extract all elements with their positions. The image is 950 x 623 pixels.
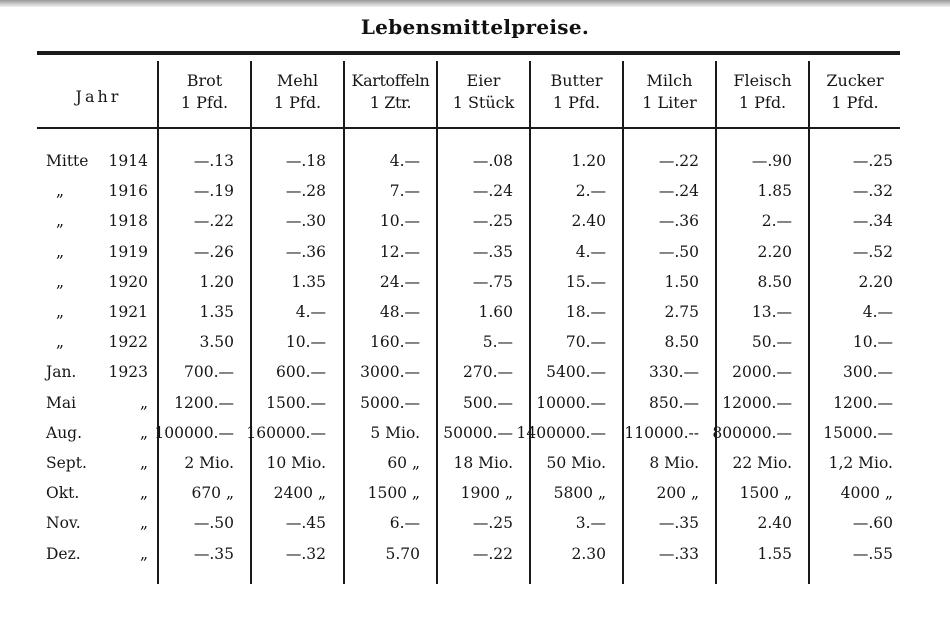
price-cell: 4.— <box>389 152 420 170</box>
price-cell: 2.— <box>761 212 792 231</box>
table-top-rule <box>37 51 900 55</box>
table-row <box>0 267 950 297</box>
price-cell: —.25 <box>472 514 513 533</box>
row-period-label: Sept. <box>46 454 87 472</box>
price-cell: —.30 <box>285 212 326 231</box>
row-year: 1923 <box>108 363 148 382</box>
column-header-unit: 1 Pfd. <box>738 93 787 112</box>
price-cell: 1.85 <box>757 182 792 201</box>
price-cell: —.50 <box>658 242 699 261</box>
price-cell: —.18 <box>285 152 326 170</box>
price-cell: —.22 <box>658 152 699 170</box>
price-cell: 10 Mio. <box>266 454 326 472</box>
price-cell: 50000.— <box>443 423 513 442</box>
row-period-label: Mai <box>46 393 77 412</box>
price-cell: 330.— <box>648 363 699 382</box>
price-cell: 1500 „ <box>367 484 420 503</box>
price-cell: 10.— <box>285 333 326 352</box>
price-cell: 1,2 Mio. <box>828 454 893 472</box>
table-row <box>0 297 950 327</box>
row-year: „ <box>139 454 148 472</box>
price-cell: —.55 <box>852 544 893 563</box>
price-cell: 1.35 <box>199 303 234 321</box>
price-cell: —.60 <box>852 514 893 533</box>
price-cell: 15.— <box>565 272 606 291</box>
table-row <box>0 206 950 236</box>
price-cell: 7.— <box>389 182 420 201</box>
column-header-jahr <box>40 86 157 136</box>
column-header-milch <box>624 70 715 120</box>
price-cell: 3.50 <box>199 333 234 352</box>
price-cell: 1.60 <box>478 303 513 321</box>
row-period-label: Aug. <box>46 423 83 442</box>
column-header-eier <box>438 70 529 120</box>
row-year: „ <box>139 514 148 533</box>
column-header-label: Jahr <box>75 87 122 106</box>
price-cell: 160.— <box>369 333 420 352</box>
page-title: Lebensmittelpreise. <box>360 15 590 39</box>
table-row <box>0 448 950 478</box>
price-cell: 8.50 <box>664 333 699 352</box>
price-cell: 2.40 <box>757 514 792 533</box>
price-cell: —.32 <box>852 182 893 201</box>
price-cell: —.33 <box>658 544 699 563</box>
price-cell: —.19 <box>193 182 234 201</box>
price-cell: 5.70 <box>385 544 420 563</box>
column-header-unit: 1 Pfd. <box>180 93 229 112</box>
table-row <box>0 388 950 418</box>
table-row <box>0 508 950 538</box>
row-year: „ <box>139 423 148 442</box>
column-header-fleisch <box>717 70 808 120</box>
price-cell: 1200.— <box>174 393 234 412</box>
row-year: „ <box>139 393 148 412</box>
price-cell: —.08 <box>472 152 513 170</box>
price-cell: 600.— <box>275 363 326 382</box>
table-row <box>0 357 950 387</box>
price-cell: 1.35 <box>291 272 326 291</box>
row-period-label: „ <box>56 303 65 321</box>
price-cell: 1.20 <box>571 152 606 170</box>
column-header-label: Milch <box>646 71 693 90</box>
price-cell: 2 Mio. <box>184 454 234 472</box>
price-cell: —.34 <box>852 212 893 231</box>
column-header-zucker <box>810 70 900 120</box>
price-cell: 2.20 <box>757 242 792 261</box>
price-cell: 2000.— <box>732 363 792 382</box>
price-cell: 2.40 <box>571 212 606 231</box>
row-period-label: „ <box>56 272 65 291</box>
price-cell: 200 „ <box>656 484 699 503</box>
column-header-label: Zucker <box>826 71 884 90</box>
row-year: „ <box>139 484 148 503</box>
row-period-label: „ <box>56 242 65 261</box>
column-header-label: Kartoffeln <box>351 71 430 90</box>
price-cell: 1200.— <box>833 393 893 412</box>
row-year: „ <box>139 544 148 563</box>
price-cell: 10000.— <box>536 393 606 412</box>
price-cell: 1.55 <box>757 544 792 563</box>
price-cell: 4.— <box>575 242 606 261</box>
price-cell: —.22 <box>193 212 234 231</box>
price-cell: 100000.— <box>154 423 234 442</box>
price-cell: 670 „ <box>191 484 234 503</box>
column-header-kartoffeln <box>345 70 436 120</box>
price-cell: —.26 <box>193 242 234 261</box>
row-period-label: „ <box>56 333 65 352</box>
price-cell: 5800 „ <box>553 484 606 503</box>
column-header-label: Mehl <box>276 71 319 90</box>
price-cell: 2.20 <box>858 272 893 291</box>
price-cell: 48.— <box>379 303 420 321</box>
price-cell: 24.— <box>379 272 420 291</box>
row-year: 1919 <box>108 242 148 261</box>
price-cell: 2.— <box>575 182 606 201</box>
price-cell: 1900 „ <box>460 484 513 503</box>
table-row <box>0 146 950 176</box>
row-period-label: „ <box>56 212 65 231</box>
price-cell: 110000.-- <box>624 423 699 442</box>
price-cell: 8 Mio. <box>649 454 699 472</box>
scan-edge-shadow <box>0 0 950 7</box>
price-cell: —.25 <box>852 152 893 170</box>
price-cell: 1500.— <box>266 393 326 412</box>
price-cell: —.24 <box>472 182 513 201</box>
price-cell: 4.— <box>295 303 326 321</box>
price-cell: —.22 <box>472 544 513 563</box>
price-cell: 1400000.— <box>516 423 606 442</box>
price-cell: —.35 <box>658 514 699 533</box>
price-cell: —.35 <box>472 242 513 261</box>
price-cell: 4.— <box>862 303 893 321</box>
price-cell: 15000.— <box>823 423 893 442</box>
price-cell: 10.— <box>852 333 893 352</box>
row-year: 1921 <box>108 303 148 321</box>
price-cell: —.45 <box>285 514 326 533</box>
row-period-label: „ <box>56 182 65 201</box>
column-header-label: Fleisch <box>733 71 792 90</box>
column-header-label: Butter <box>550 71 603 90</box>
price-cell: 70.— <box>565 333 606 352</box>
price-cell: —.24 <box>658 182 699 201</box>
row-period-label: Dez. <box>46 544 81 563</box>
price-cell: 18 Mio. <box>453 454 513 472</box>
price-cell: —.36 <box>285 242 326 261</box>
price-cell: 12.— <box>379 242 420 261</box>
price-cell: 5 Mio. <box>370 423 420 442</box>
price-cell: 60 „ <box>387 454 420 472</box>
price-cell: 4000 „ <box>840 484 893 503</box>
row-period-label: Okt. <box>46 484 80 503</box>
column-header-unit: 1 Pfd. <box>273 93 322 112</box>
price-cell: 6.— <box>389 514 420 533</box>
price-cell: —.32 <box>285 544 326 563</box>
price-cell: —.13 <box>193 152 234 170</box>
price-cell: 2400 „ <box>273 484 326 503</box>
row-year: 1920 <box>108 272 148 291</box>
price-cell: 800000.— <box>712 423 792 442</box>
price-cell: 1500 „ <box>739 484 792 503</box>
column-header-unit: 1 Ztr. <box>369 93 412 112</box>
price-cell: —.90 <box>751 152 792 170</box>
price-cell: 5400.— <box>546 363 606 382</box>
price-cell: 1.20 <box>199 272 234 291</box>
price-cell: 5.— <box>482 333 513 352</box>
price-cell: 2.75 <box>664 303 699 321</box>
price-cell: —.35 <box>193 544 234 563</box>
price-cell: 50.— <box>751 333 792 352</box>
price-cell: 270.— <box>462 363 513 382</box>
price-cell: —.50 <box>193 514 234 533</box>
price-cell: 3000.— <box>360 363 420 382</box>
price-cell: —.52 <box>852 242 893 261</box>
price-cell: 1.50 <box>664 272 699 291</box>
price-cell: —.75 <box>472 272 513 291</box>
price-cell: 300.— <box>842 363 893 382</box>
column-header-label: Eier <box>466 71 501 90</box>
row-year: 1922 <box>108 333 148 352</box>
table-row <box>0 176 950 206</box>
row-period-label: Jan. <box>46 363 77 382</box>
table-row <box>0 478 950 508</box>
column-header-mehl <box>252 70 343 120</box>
price-cell: 22 Mio. <box>732 454 792 472</box>
price-cell: 3.— <box>575 514 606 533</box>
column-header-unit: 1 Pfd. <box>552 93 601 112</box>
price-cell: 850.— <box>648 393 699 412</box>
price-cell: —.25 <box>472 212 513 231</box>
table-row <box>0 237 950 267</box>
column-header-brot <box>159 70 250 120</box>
price-cell: 12000.— <box>722 393 792 412</box>
row-year: 1918 <box>108 212 148 231</box>
table-row <box>0 418 950 448</box>
price-cell: 18.— <box>565 303 606 321</box>
row-year: 1914 <box>108 152 148 170</box>
price-cell: 10.— <box>379 212 420 231</box>
row-period-label: Mitte <box>46 152 89 170</box>
column-header-unit: 1 Liter <box>642 93 697 112</box>
price-cell: 500.— <box>462 393 513 412</box>
table-row <box>0 327 950 357</box>
price-cell: 8.50 <box>757 272 792 291</box>
column-header-label: Brot <box>186 71 223 90</box>
row-year: 1916 <box>108 182 148 201</box>
price-cell: 2.30 <box>571 544 606 563</box>
price-cell: 160000.— <box>246 423 326 442</box>
price-cell: 50 Mio. <box>546 454 606 472</box>
column-header-unit: 1 Stück <box>452 93 515 112</box>
price-cell: 700.— <box>183 363 234 382</box>
price-cell: —.36 <box>658 212 699 231</box>
price-cell: 5000.— <box>360 393 420 412</box>
table-row <box>0 539 950 569</box>
column-header-unit: 1 Pfd. <box>831 93 879 112</box>
column-header-butter <box>531 70 622 120</box>
table-header-rule <box>37 127 900 129</box>
row-period-label: Nov. <box>46 514 81 533</box>
price-cell: 13.— <box>751 303 792 321</box>
price-cell: —.28 <box>285 182 326 201</box>
